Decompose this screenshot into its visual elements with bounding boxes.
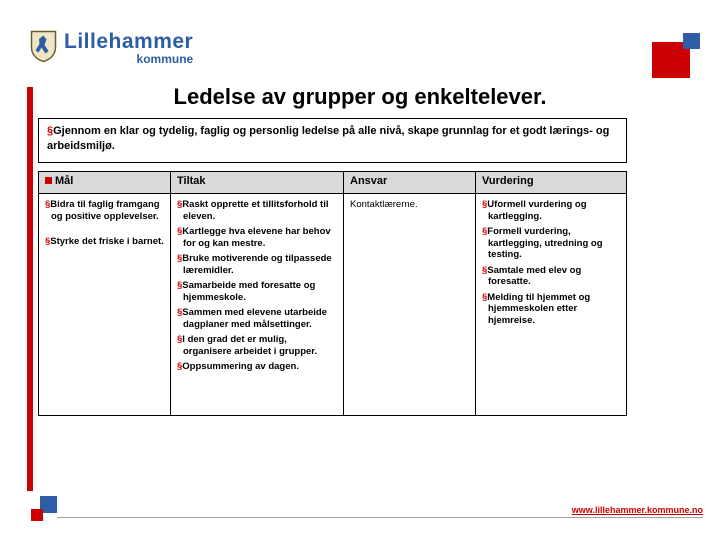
decorative-blue-square-top: [683, 33, 700, 49]
intro-box: [38, 118, 627, 163]
bullet-mark: §: [177, 280, 183, 291]
column-header-ansvar: [344, 172, 476, 194]
measure-item: [177, 226, 337, 249]
slide-title: Ledelse av grupper og enkeltelever.: [173, 84, 547, 109]
logo-subtitle: kommune: [136, 52, 194, 66]
red-accent-bar: [27, 87, 33, 491]
measure-text: Oppsummering av dagen.: [182, 361, 299, 372]
footer-link[interactable]: www.lillehammer.kommune.no: [571, 505, 703, 515]
goal-text: Bidra til faglig framgang og positive opplevelser.: [50, 199, 160, 222]
assessment-text: Formell vurdering, kartlegging, utredning og testing.: [487, 226, 603, 260]
measure-text: I den grad det er mulig, organisere arbeidet i grupper.: [182, 334, 318, 357]
cell-tiltak: [171, 194, 344, 415]
logo-text: [64, 30, 193, 65]
assessment-text: Melding til hjemmet og hjemmeskolen etter hjemreise.: [487, 291, 591, 326]
bullet-mark: §: [482, 199, 488, 210]
logo-title: Lillehammer: [64, 30, 194, 53]
cell-ansvar: [344, 194, 476, 415]
bullet-mark: §: [482, 264, 488, 276]
coat-of-arms-icon: [30, 30, 57, 68]
column-header-ansvar-label: Ansvar: [350, 175, 388, 187]
assessment-item: [482, 226, 620, 261]
footer-divider: [57, 517, 703, 518]
bullet-mark: §: [45, 236, 51, 247]
measure-text: Samarbeide med foresatte og hjemmeskole.: [182, 280, 316, 303]
responsibility-item: Kontaktlærerne.: [350, 199, 418, 210]
column-header-vurdering: [476, 172, 626, 194]
measure-item: [177, 199, 337, 222]
measure-item: [177, 334, 337, 357]
goal-item: [45, 199, 164, 222]
column-header-tiltak-label: Tiltak: [177, 175, 206, 187]
lillehammer-logo: [30, 30, 193, 68]
bullet-mark: §: [177, 307, 183, 318]
bullet-mark: §: [177, 226, 183, 237]
bullet-mark: §: [177, 361, 183, 372]
measure-item: [177, 361, 337, 373]
square-bullet-icon: [45, 177, 52, 184]
goal-item: [45, 236, 164, 248]
bullet-mark: §: [177, 334, 183, 345]
measure-text: Sammen med elevene utarbeide dagplaner med målsettinger.: [182, 307, 327, 330]
bullet-mark: §: [482, 226, 488, 237]
column-header-tiltak: [171, 172, 344, 194]
column-header-vurdering-label: Vurdering: [482, 175, 534, 187]
bullet-mark: §: [482, 291, 488, 303]
bullet-mark: §: [177, 253, 183, 264]
bullet-mark: §: [177, 199, 183, 210]
decorative-red-square-bottom: [31, 509, 43, 521]
cell-mal: [39, 194, 171, 415]
bullet-mark: §: [47, 125, 54, 137]
intro-text: Gjennom en klar og tydelig, faglig og personlig ledelse på alle nivå, skape grunnlag for et godt lærings- og arbeidsmiljø.: [47, 125, 610, 152]
measure-text: Raskt opprette et tillitsforhold til eleven.: [182, 199, 329, 222]
assessment-item: [482, 292, 620, 327]
cell-vurdering: [476, 194, 626, 415]
measure-item: [177, 280, 337, 303]
measure-text: Kartlegge hva elevene har behov for og kan mestre.: [182, 226, 331, 249]
assessment-item: [482, 265, 620, 288]
assessment-text: Samtale med elev og foresatte.: [487, 264, 582, 287]
goal-text: Styrke det friske i barnet.: [50, 236, 164, 247]
column-header-mal: [39, 172, 171, 194]
action-plan-table: [38, 171, 627, 416]
measure-item: [177, 253, 337, 276]
measure-item: [177, 307, 337, 330]
column-header-mal-label: Mål: [55, 175, 74, 187]
assessment-text: Uformell vurdering og kartlegging.: [487, 199, 587, 222]
measure-text: Bruke motiverende og tilpassede læremidler.: [182, 253, 332, 276]
bullet-mark: §: [45, 199, 51, 210]
assessment-item: [482, 199, 620, 222]
